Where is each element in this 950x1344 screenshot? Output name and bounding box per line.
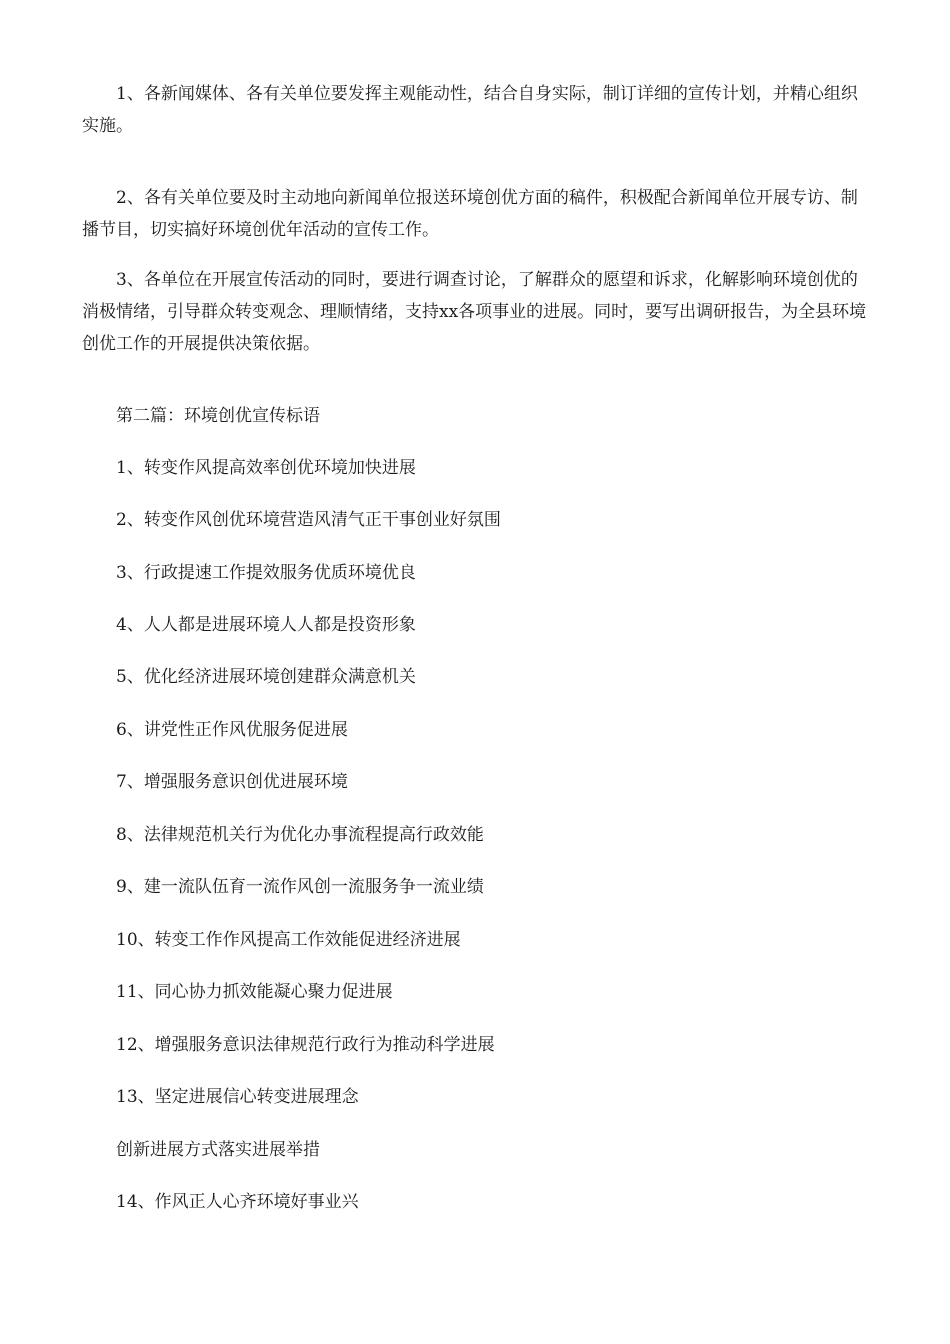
slogan-12: 12、增强服务意识法律规范行政行为推动科学进展 xyxy=(116,1035,495,1055)
slogan-9: 9、建一流队伍育一流作风创一流服务争一流业绩 xyxy=(116,877,484,897)
slogan-1: 1、转变作风提高效率创优环境加快进展 xyxy=(116,458,416,478)
slogan-7: 7、增强服务意识创优进展环境 xyxy=(116,772,348,792)
slogan-2: 2、转变作风创优环境营造风清气正干事创业好氛围 xyxy=(116,510,501,530)
slogan-11: 11、同心协力抓效能凝心聚力促进展 xyxy=(116,982,393,1002)
intro-item-1: 1、各新闻媒体、各有关单位要发挥主观能动性，结合自身实际，制订详细的宣传计划，并精心组织实施。 xyxy=(82,84,858,136)
slogan-8: 8、法律规范机关行为优化办事流程提高行政效能 xyxy=(116,825,484,845)
slogan-3: 3、行政提速工作提效服务优质环境优良 xyxy=(116,563,416,583)
slogan-5: 5、优化经济进展环境创建群众满意机关 xyxy=(116,667,416,687)
intro-item-3: 3、各单位在开展宣传活动的同时，要进行调查讨论，了解群众的愿望和诉求，化解影响环境创优的消极情绪，引导群众转变观念、理顺情绪，支持xx各项事业的进展。同时，要写出调研报告，为全县环境创优工作的开展提供决策依据。 xyxy=(82,270,867,354)
section-title: 第二篇：环境创优宣传标语 xyxy=(116,406,320,426)
intro-item-2: 2、各有关单位要及时主动地向新闻单位报送环境创优方面的稿件，积极配合新闻单位开展专访、制播节目，切实搞好环境创优年活动的宣传工作。 xyxy=(82,188,858,240)
slogan-6: 6、讲党性正作风优服务促进展 xyxy=(116,720,348,740)
slogan-13: 13、坚定进展信心转变进展理念 xyxy=(116,1087,359,1107)
slogan-14: 14、作风正人心齐环境好事业兴 xyxy=(116,1192,359,1212)
slogan-10: 10、转变工作作风提高工作效能促进经济进展 xyxy=(116,930,461,950)
slogan-13-continued: 创新进展方式落实进展举措 xyxy=(116,1140,320,1160)
slogan-4: 4、人人都是进展环境人人都是投资形象 xyxy=(116,615,416,635)
